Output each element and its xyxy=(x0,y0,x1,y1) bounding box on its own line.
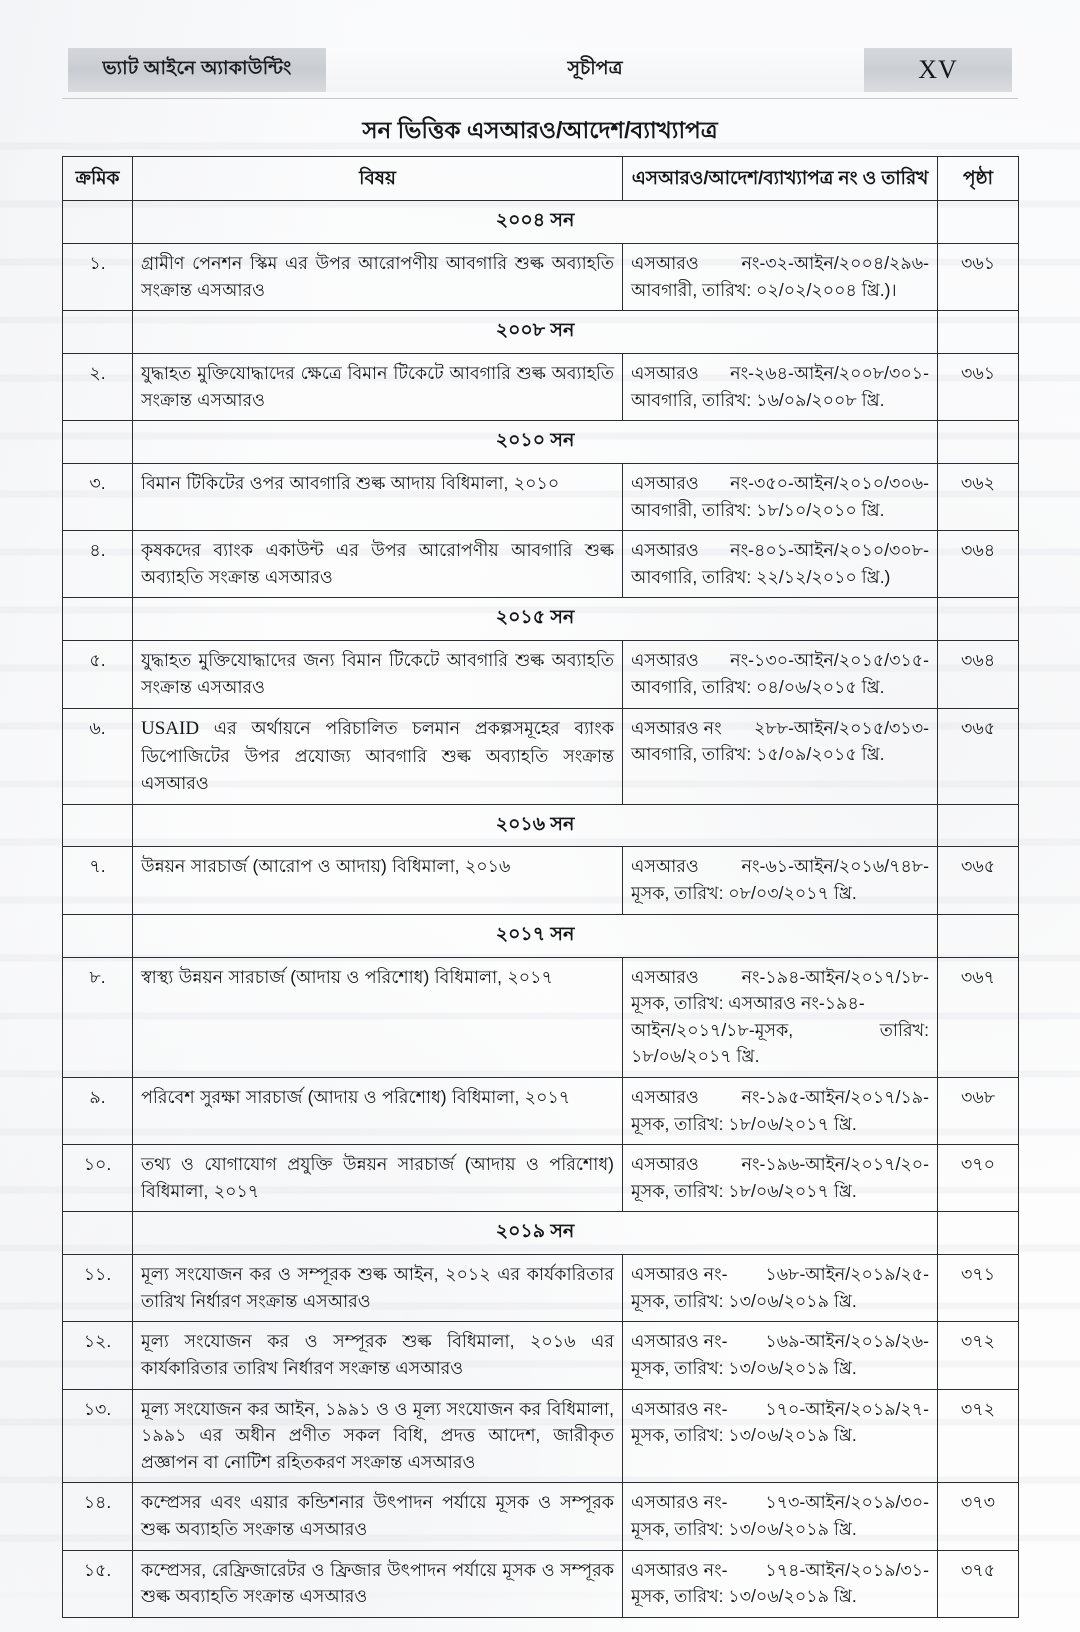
year-row-page-cell xyxy=(938,421,1019,464)
sro-line xyxy=(631,250,929,277)
sro-line xyxy=(631,1328,929,1355)
column-header-subject: বিষয় xyxy=(133,157,623,201)
sro-prefix: এসআরও xyxy=(631,856,699,877)
sro-date-line: মূসক, তারিখ: ১৮/০৬/২০১৭ খ্রি. xyxy=(631,1113,857,1134)
sro-prefix: এসআরও নং- xyxy=(631,1492,728,1513)
sro-prefix: এসআরও xyxy=(631,650,699,671)
column-header-serial: ক্রমিক xyxy=(63,157,133,201)
row-page-number: ৩৬৮ xyxy=(938,1077,1019,1144)
row-serial: ৭. xyxy=(63,847,133,914)
running-header-right-band xyxy=(864,48,1012,92)
table-header-row xyxy=(63,157,1019,201)
sro-line xyxy=(631,964,929,991)
row-page-number: ৩৬৭ xyxy=(938,957,1019,1077)
page-number-label: XV xyxy=(918,55,958,84)
row-serial: ৩. xyxy=(63,464,133,531)
sro-line xyxy=(631,715,929,742)
sro-number: নং-১৩০-আইন/২০১৫/৩১৫- xyxy=(730,650,929,671)
sro-line xyxy=(631,470,929,497)
table-row xyxy=(63,531,1019,598)
row-subject: গ্রামীণ পেনশন স্কিম এর উপর আরোপণীয় আবগারি শুল্ক অব্যাহতি সংক্রান্ত এসআরও xyxy=(133,243,623,310)
row-page-number: ৩৬৪ xyxy=(938,531,1019,598)
sro-number: ১৬৮-আইন/২০১৯/২৫- xyxy=(765,1264,929,1285)
row-sro-reference xyxy=(623,1322,938,1389)
sro-date-line: আবগারী, তারিখ: ১৮/১০/২০১০ খ্রি. xyxy=(631,499,885,520)
table-section-year-row xyxy=(63,804,1019,847)
table-section-year-row xyxy=(63,914,1019,957)
sro-date-line: আবগারি, তারিখ: ১৫/০৯/২০১৫ খ্রি. xyxy=(631,744,885,765)
sro-date-line: মূসক, তারিখ: ১৩/০৬/২০১৯ খ্রি. xyxy=(631,1518,857,1539)
table-row xyxy=(63,1255,1019,1322)
row-serial: ১৪. xyxy=(63,1483,133,1550)
row-page-number: ৩৬৫ xyxy=(938,847,1019,914)
page-title: সন ভিত্তিক এসআরও/আদেশ/ব্যাখ্যাপত্র xyxy=(362,117,718,143)
table-row xyxy=(63,1483,1019,1550)
sro-date-line: মূসক, তারিখ: ১৮/০৬/২০১৭ খ্রি. xyxy=(631,1180,857,1201)
row-serial: ৫. xyxy=(63,641,133,708)
year-row-page-cell xyxy=(938,201,1019,244)
sro-line xyxy=(631,1017,929,1044)
row-sro-reference xyxy=(623,847,938,914)
table-row xyxy=(63,243,1019,310)
year-row-serial-cell xyxy=(63,598,133,641)
row-page-number: ৩৭০ xyxy=(938,1145,1019,1212)
row-serial: ১২. xyxy=(63,1322,133,1389)
row-subject: মূল্য সংযোজন কর ও সম্পূরক শুল্ক বিধিমালা, ২০১৬ এর কার্যকারিতার তারিখ নির্ধারণ সংক্রান্ত এসআরও xyxy=(133,1322,623,1389)
row-sro-reference xyxy=(623,1550,938,1617)
table-section-year-row xyxy=(63,311,1019,354)
sro-line xyxy=(631,360,929,387)
running-header-left-band xyxy=(68,48,326,92)
sro-number: নং-১৯৪-আইন/২০১৭/১৮- xyxy=(741,966,929,987)
row-sro-reference xyxy=(623,957,938,1077)
book-title-label: ভ্যাট আইনে অ্যাকাউন্টিং xyxy=(102,58,292,79)
year-row-page-cell xyxy=(938,598,1019,641)
sro-line xyxy=(631,1084,929,1111)
sro-number: ২৮৮-আইন/২০১৫/৩১৩- xyxy=(753,717,929,738)
table-row xyxy=(63,1322,1019,1389)
table-row xyxy=(63,1389,1019,1483)
sro-line xyxy=(631,537,929,564)
table-body xyxy=(63,201,1019,1618)
table-row xyxy=(63,1550,1019,1617)
sro-number: নং-১৯৬-আইন/২০১৭/২০- xyxy=(741,1154,929,1175)
row-page-number: ৩৬৪ xyxy=(938,641,1019,708)
sro-prefix: এসআরও xyxy=(631,540,699,561)
sro-continuation: আইন/২০১৭/১৮-মূসক, xyxy=(631,1019,794,1040)
sro-number: নং-১৯৫-আইন/২০১৭/১৯- xyxy=(741,1086,929,1107)
sro-line xyxy=(631,853,929,880)
sro-number: ১৭৩-আইন/২০১৯/৩০- xyxy=(765,1492,929,1513)
row-sro-reference xyxy=(623,641,938,708)
year-row-page-cell xyxy=(938,311,1019,354)
row-sro-reference xyxy=(623,531,938,598)
sro-date-line: মূসক, তারিখ: ০৮/০৩/২০১৭ খ্রি. xyxy=(631,883,857,904)
year-row-serial-cell xyxy=(63,914,133,957)
sro-line xyxy=(631,1151,929,1178)
sro-number: ১৬৯-আইন/২০১৯/২৬- xyxy=(765,1331,929,1352)
row-page-number: ৩৬১ xyxy=(938,354,1019,421)
row-page-number: ৩৬৫ xyxy=(938,708,1019,804)
sro-prefix: এসআরও নং- xyxy=(631,1264,728,1285)
sro-number: নং-৩৫০-আইন/২০১০/৩০৬- xyxy=(730,473,929,494)
row-sro-reference xyxy=(623,1145,938,1212)
year-label: ২০০৪ সন xyxy=(133,201,938,244)
table-section-year-row xyxy=(63,598,1019,641)
year-row-serial-cell xyxy=(63,201,133,244)
running-header xyxy=(68,48,1012,92)
year-row-page-cell xyxy=(938,914,1019,957)
row-sro-reference xyxy=(623,354,938,421)
row-serial: ৮. xyxy=(63,957,133,1077)
sro-date-line: আবগারি, তারিখ: ১৬/০৯/২০০৮ খ্রি. xyxy=(631,389,885,410)
sro-number: নং-৪০১-আইন/২০১০/৩০৮- xyxy=(730,540,929,561)
sro-prefix: এসআরও নং- xyxy=(631,1331,728,1352)
sro-date-line: মূসক, তারিখ: ১৩/০৬/২০১৯ খ্রি. xyxy=(631,1290,857,1311)
row-sro-reference xyxy=(623,1255,938,1322)
row-serial: ৬. xyxy=(63,708,133,804)
sro-prefix: এসআরও নং xyxy=(631,717,722,738)
row-page-number: ৩৭২ xyxy=(938,1322,1019,1389)
row-serial: ১১. xyxy=(63,1255,133,1322)
sro-number: নং-৩২-আইন/২০০৪/২৯৬- xyxy=(741,252,929,273)
row-sro-reference xyxy=(623,1389,938,1483)
year-label: ২০০৮ সন xyxy=(133,311,938,354)
year-label: ২০১৯ সন xyxy=(133,1212,938,1255)
sro-number: ১৭০-আইন/২০১৯/২৭- xyxy=(765,1398,929,1419)
sro-number: নং-২৬৪-আইন/২০০৮/৩০১- xyxy=(730,363,929,384)
sro-date-label: তারিখ: xyxy=(879,1019,929,1040)
row-subject: উন্নয়ন সারচার্জ (আরোপ ও আদায়) বিধিমালা, ২০১৬ xyxy=(133,847,623,914)
sro-prefix: এসআরও xyxy=(631,1086,699,1107)
sro-line xyxy=(631,1557,929,1584)
year-row-serial-cell xyxy=(63,421,133,464)
row-subject: মূল্য সংযোজন কর ও সম্পূরক শুল্ক আইন, ২০১২ এর কার্যকারিতার তারিখ নির্ধারণ সংক্রান্ত এসআরও xyxy=(133,1255,623,1322)
row-subject: কম্প্রেসর, রেফ্রিজারেটর ও ফ্রিজার উৎপাদন পর্যায়ে মূসক ও সম্পূরক শুল্ক অব্যাহতি সংক্রান্ত এসআরও xyxy=(133,1550,623,1617)
row-subject: কম্প্রেসর এবং এয়ার কন্ডিশনার উৎপাদন পর্যায়ে মূসক ও সম্পূরক শুল্ক অব্যাহতি সংক্রান্ত এসআরও xyxy=(133,1483,623,1550)
row-subject-text: এর অর্থায়নে পরিচালিত চলমান প্রকল্পসমূহের ব্যাংক ডিপোজিটের উপর প্রযোজ্য আবগারি শুল্ক অব্যাহতি সংক্রান্ত এসআরও xyxy=(141,717,614,794)
year-row-serial-cell xyxy=(63,1212,133,1255)
sro-line xyxy=(631,1261,929,1288)
sro-date-line: মূসক, তারিখ: ১৩/০৬/২০১৯ খ্রি. xyxy=(631,1586,857,1607)
year-row-page-cell xyxy=(938,1212,1019,1255)
row-subject: কৃষকদের ব্যাংক একাউন্ট এর উপর আরোপণীয় আবগারি শুল্ক অব্যাহতি সংক্রান্ত এসআরও xyxy=(133,531,623,598)
sro-prefix: এসআরও নং- xyxy=(631,1559,728,1580)
table-row xyxy=(63,847,1019,914)
row-page-number: ৩৭৩ xyxy=(938,1483,1019,1550)
table-row xyxy=(63,1145,1019,1212)
row-page-number: ৩৬২ xyxy=(938,464,1019,531)
row-serial: ৪. xyxy=(63,531,133,598)
row-subject: বিমান টিকিটের ওপর আবগারি শুল্ক আদায় বিধিমালা, ২০১০ xyxy=(133,464,623,531)
row-page-number: ৩৭১ xyxy=(938,1255,1019,1322)
sro-prefix: এসআরও xyxy=(631,473,699,494)
column-header-sro: এসআরও/আদেশ/ব্যাখ্যাপত্র নং ও তারিখ xyxy=(623,157,938,201)
row-page-number: ৩৭৫ xyxy=(938,1550,1019,1617)
sro-date-line: আবগারি, তারিখ: ০৪/০৬/২০১৫ খ্রি. xyxy=(631,676,885,697)
row-serial: ৯. xyxy=(63,1077,133,1144)
sro-number: ১৭৪-আইন/২০১৯/৩১- xyxy=(765,1559,929,1580)
year-label: ২০১৫ সন xyxy=(133,598,938,641)
row-serial: ১৫. xyxy=(63,1550,133,1617)
table-section-year-row xyxy=(63,201,1019,244)
sro-line xyxy=(631,647,929,674)
row-subject: স্বাস্থ্য উন্নয়ন সারচার্জ (আদায় ও পরিশোধ) বিধিমালা, ২০১৭ xyxy=(133,957,623,1077)
table-row xyxy=(63,1077,1019,1144)
row-subject-latin-prefix: USAID xyxy=(141,717,200,739)
index-table-wrap xyxy=(62,156,1018,1618)
row-subject: যুদ্ধাহত মুক্তিযোদ্ধাদের ক্ষেত্রে বিমান টিকেটে আবগারি শুল্ক অব্যাহতি সংক্রান্ত এসআরও xyxy=(133,354,623,421)
row-sro-reference xyxy=(623,464,938,531)
running-header-center-band xyxy=(326,48,864,92)
row-sro-reference xyxy=(623,708,938,804)
sro-line xyxy=(631,1489,929,1516)
sro-prefix: এসআরও xyxy=(631,252,699,273)
row-subject: পরিবেশ সুরক্ষা সারচার্জ (আদায় ও পরিশোধ) বিধিমালা, ২০১৭ xyxy=(133,1077,623,1144)
section-name-label: সূচীপত্র xyxy=(567,58,623,79)
sro-number: নং-৬১-আইন/২০১৬/৭৪৮- xyxy=(741,856,929,877)
sro-date-line: আবগারী, তারিখ: ০২/০২/২০০৪ খ্রি.)। xyxy=(631,279,897,300)
sro-date-line-2: ১৮/০৬/২০১৭ খ্রি. xyxy=(631,1046,760,1067)
table-row xyxy=(63,464,1019,531)
row-serial: ২. xyxy=(63,354,133,421)
row-subject xyxy=(133,708,623,804)
row-sro-reference xyxy=(623,243,938,310)
year-row-serial-cell xyxy=(63,311,133,354)
row-sro-reference xyxy=(623,1483,938,1550)
sro-line xyxy=(631,1396,929,1423)
row-serial: ১. xyxy=(63,243,133,310)
sro-prefix: এসআরও xyxy=(631,1154,699,1175)
year-label: ২০১০ সন xyxy=(133,421,938,464)
row-sro-reference xyxy=(623,1077,938,1144)
row-serial: ১০. xyxy=(63,1145,133,1212)
table-section-year-row xyxy=(63,421,1019,464)
row-subject: মূল্য সংযোজন কর আইন, ১৯৯১ ও ও মূল্য সংযোজন কর বিধিমালা, ১৯৯১ এর অধীন প্রণীত সকল বিধি, প্রদত্ত আদেশ, জারীকৃত প্রজ্ঞাপন বা নোটিশ রহিতকরণ সংক্রান্ত এসআরও xyxy=(133,1389,623,1483)
table-row xyxy=(63,957,1019,1077)
year-label: ২০১৭ সন xyxy=(133,914,938,957)
table-row xyxy=(63,641,1019,708)
year-row-page-cell xyxy=(938,804,1019,847)
sro-date-line: মূসক, তারিখ: এসআরও নং-১৯৪- xyxy=(631,993,865,1014)
sro-date-line: আবগারি, তারিখ: ২২/১২/২০১০ খ্রি.) xyxy=(631,566,891,587)
row-page-number: ৩৭২ xyxy=(938,1389,1019,1483)
year-row-serial-cell xyxy=(63,804,133,847)
sro-prefix: এসআরও নং- xyxy=(631,1398,728,1419)
table-section-year-row xyxy=(63,1212,1019,1255)
sro-date-line: মূসক, তারিখ: ১৩/০৬/২০১৯ খ্রি. xyxy=(631,1357,857,1378)
index-table xyxy=(62,156,1019,1618)
column-header-page: পৃষ্ঠা xyxy=(938,157,1019,201)
table-head xyxy=(63,157,1019,201)
row-subject: যুদ্ধাহত মুক্তিযোদ্ধাদের জন্য বিমান টিকেটে আবগারি শুল্ক অব্যাহতি সংক্রান্ত এসআরও xyxy=(133,641,623,708)
table-row xyxy=(63,354,1019,421)
sro-prefix: এসআরও xyxy=(631,966,699,987)
table-row xyxy=(63,708,1019,804)
year-label: ২০১৬ সন xyxy=(133,804,938,847)
sro-date-line: মূসক, তারিখ: ১৩/০৬/২০১৯ খ্রি. xyxy=(631,1425,857,1446)
row-serial: ১৩. xyxy=(63,1389,133,1483)
sro-prefix: এসআরও xyxy=(631,363,699,384)
row-subject: তথ্য ও যোগাযোগ প্রযুক্তি উন্নয়ন সারচার্জ (আদায় ও পরিশোধ) বিধিমালা, ২০১৭ xyxy=(133,1145,623,1212)
header-rule xyxy=(62,98,1018,99)
row-page-number: ৩৬১ xyxy=(938,243,1019,310)
